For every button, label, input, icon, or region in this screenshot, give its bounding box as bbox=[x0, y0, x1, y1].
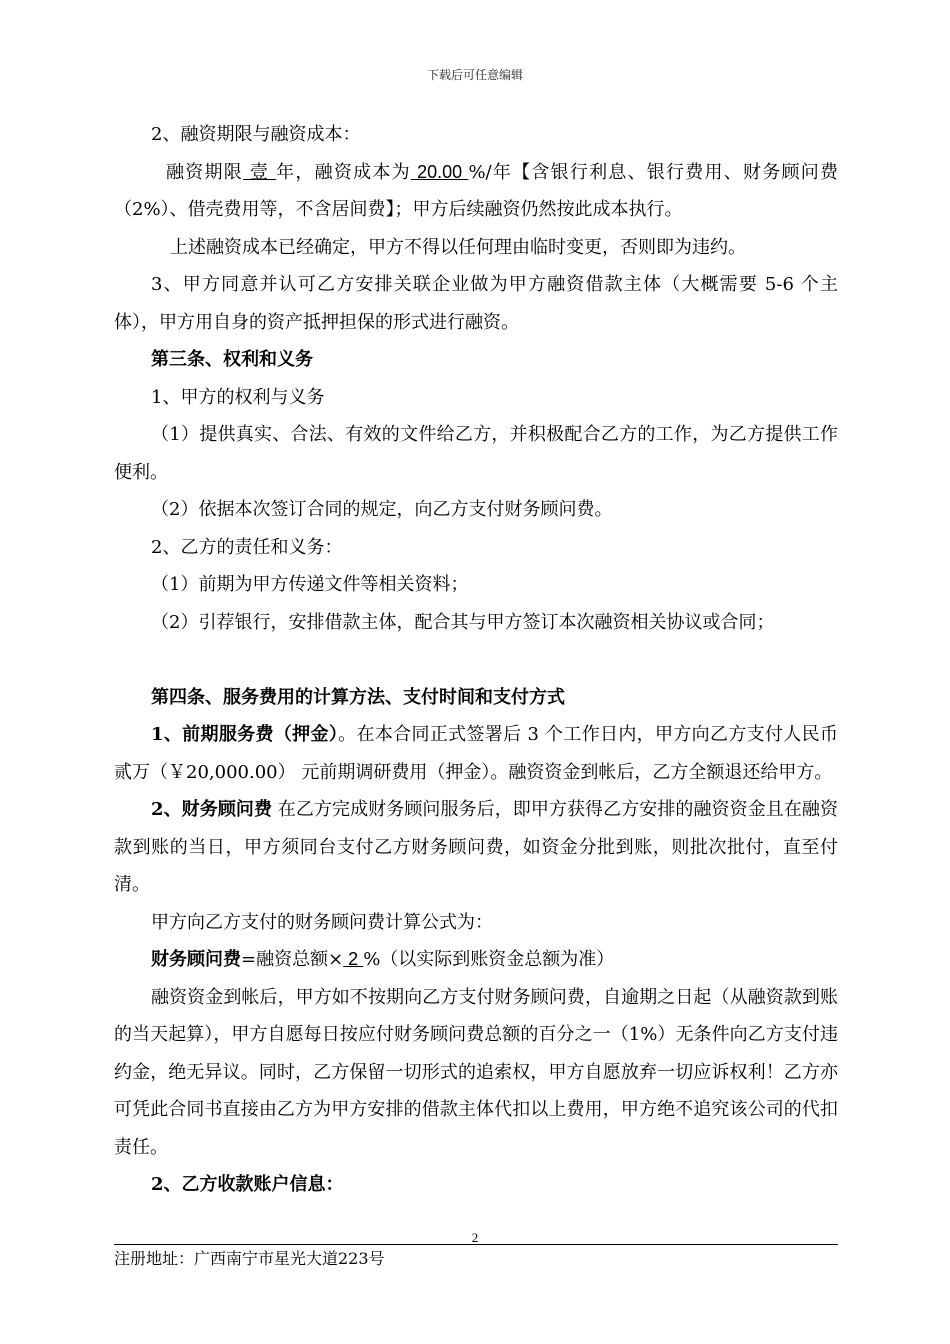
paragraph-transfer-documents: （1）前期为甲方传递文件等相关资料； bbox=[151, 574, 469, 595]
paragraph-financing-cost: 融资期限 壹 年，融资成本为 20.00 %/年【含银行利息、银行费用、财务顾问费（2%）、借壳费用等，不含居间费】；甲方后续融资仍然按此成本执行。 bbox=[114, 161, 839, 220]
page-header: 下载后可任意编辑 bbox=[426, 68, 523, 82]
paragraph-deposit: 1、前期服务费（押金）。在本合同正式签署后 3 个工作日内，甲方向乙方支付人民币贰万（￥20,000.00） 元前期调研费用（押金）。融资资金到帐后，乙方全额退还给甲方。 bbox=[114, 724, 838, 783]
paragraph-party-a-rights: 1、甲方的权利与义务 bbox=[151, 386, 325, 408]
blank-line bbox=[114, 641, 838, 679]
section-heading-rights: 第三条、权利和义务 bbox=[151, 349, 313, 370]
page-footer: 注册地址：广西南宁市星光大道223号 bbox=[114, 1249, 385, 1268]
page-number: 2 bbox=[471, 1230, 479, 1245]
paragraph-pay-advisory-fee: （2）依据本次签订合同的规定，向乙方支付财务顾问费。 bbox=[151, 499, 613, 520]
paragraph-cost-confirmed: 上述融资成本已经确定，甲方不得以任何理由临时变更，否则即为违约。 bbox=[170, 236, 746, 258]
section-heading-fees: 第四条、服务费用的计算方法、支付时间和支付方式 bbox=[151, 686, 565, 708]
paragraph-account-info: 2、乙方收款账户信息： bbox=[151, 1174, 344, 1195]
fee-percent-field: 2 bbox=[343, 949, 364, 969]
paragraph-provide-documents: （1）提供真实、合法、有效的文件给乙方，并积极配合乙方的工作，为乙方提供工作便利。 bbox=[114, 424, 838, 483]
paragraph-party-b-duties: 2、乙方的责任和义务： bbox=[151, 536, 343, 558]
paragraph-late-penalty: 融资资金到帐后，甲方如不按期向乙方支付财务顾问费，自逾期之日起（从融资款到账的当天起算），甲方自愿每日按应付财务顾问费总额的百分之一（1%）无条件向乙方支付违约金，绝无异议。同时，乙方保留一切形式的追索权，甲方自愿放弃一切应诉权利！乙方亦可凭此合同书直接由乙方为甲方安排的借款主体代扣以上费用，甲方绝不追究该公司的代扣责任。 bbox=[114, 986, 838, 1158]
paragraph-financing-term-heading: 2、融资期限与融资成本： bbox=[151, 124, 361, 145]
paragraph-formula-intro: 甲方向乙方支付的财务顾问费计算公式为： bbox=[151, 911, 493, 933]
document-body bbox=[114, 116, 838, 1204]
cost-rate-field: 20.00 bbox=[410, 161, 469, 182]
paragraph-advisory-fee: 2、财务顾问费 在乙方完成财务顾问服务后，即甲方获得乙方安排的融资资金且在融资款到账的当日，甲方须同台支付乙方财务顾问费，如资金分批到账，则批次批付，直至付清。 bbox=[114, 799, 838, 895]
paragraph-borrowing-entity: 3、甲方同意并认可乙方安排关联企业做为甲方融资借款主体（大概需要 5-6 个主体），甲方用自身的资产抵押担保的形式进行融资。 bbox=[114, 274, 838, 333]
term-years-field: 壹 bbox=[242, 161, 277, 183]
footer-divider bbox=[114, 1244, 838, 1245]
paragraph-formula: 财务顾问费=融资总额× 2 %（以实际到账资金总额为准） bbox=[151, 949, 615, 970]
paragraph-recommend-bank: （2）引荐银行，安排借款主体，配合其与甲方签订本次融资相关协议或合同； bbox=[151, 611, 775, 633]
